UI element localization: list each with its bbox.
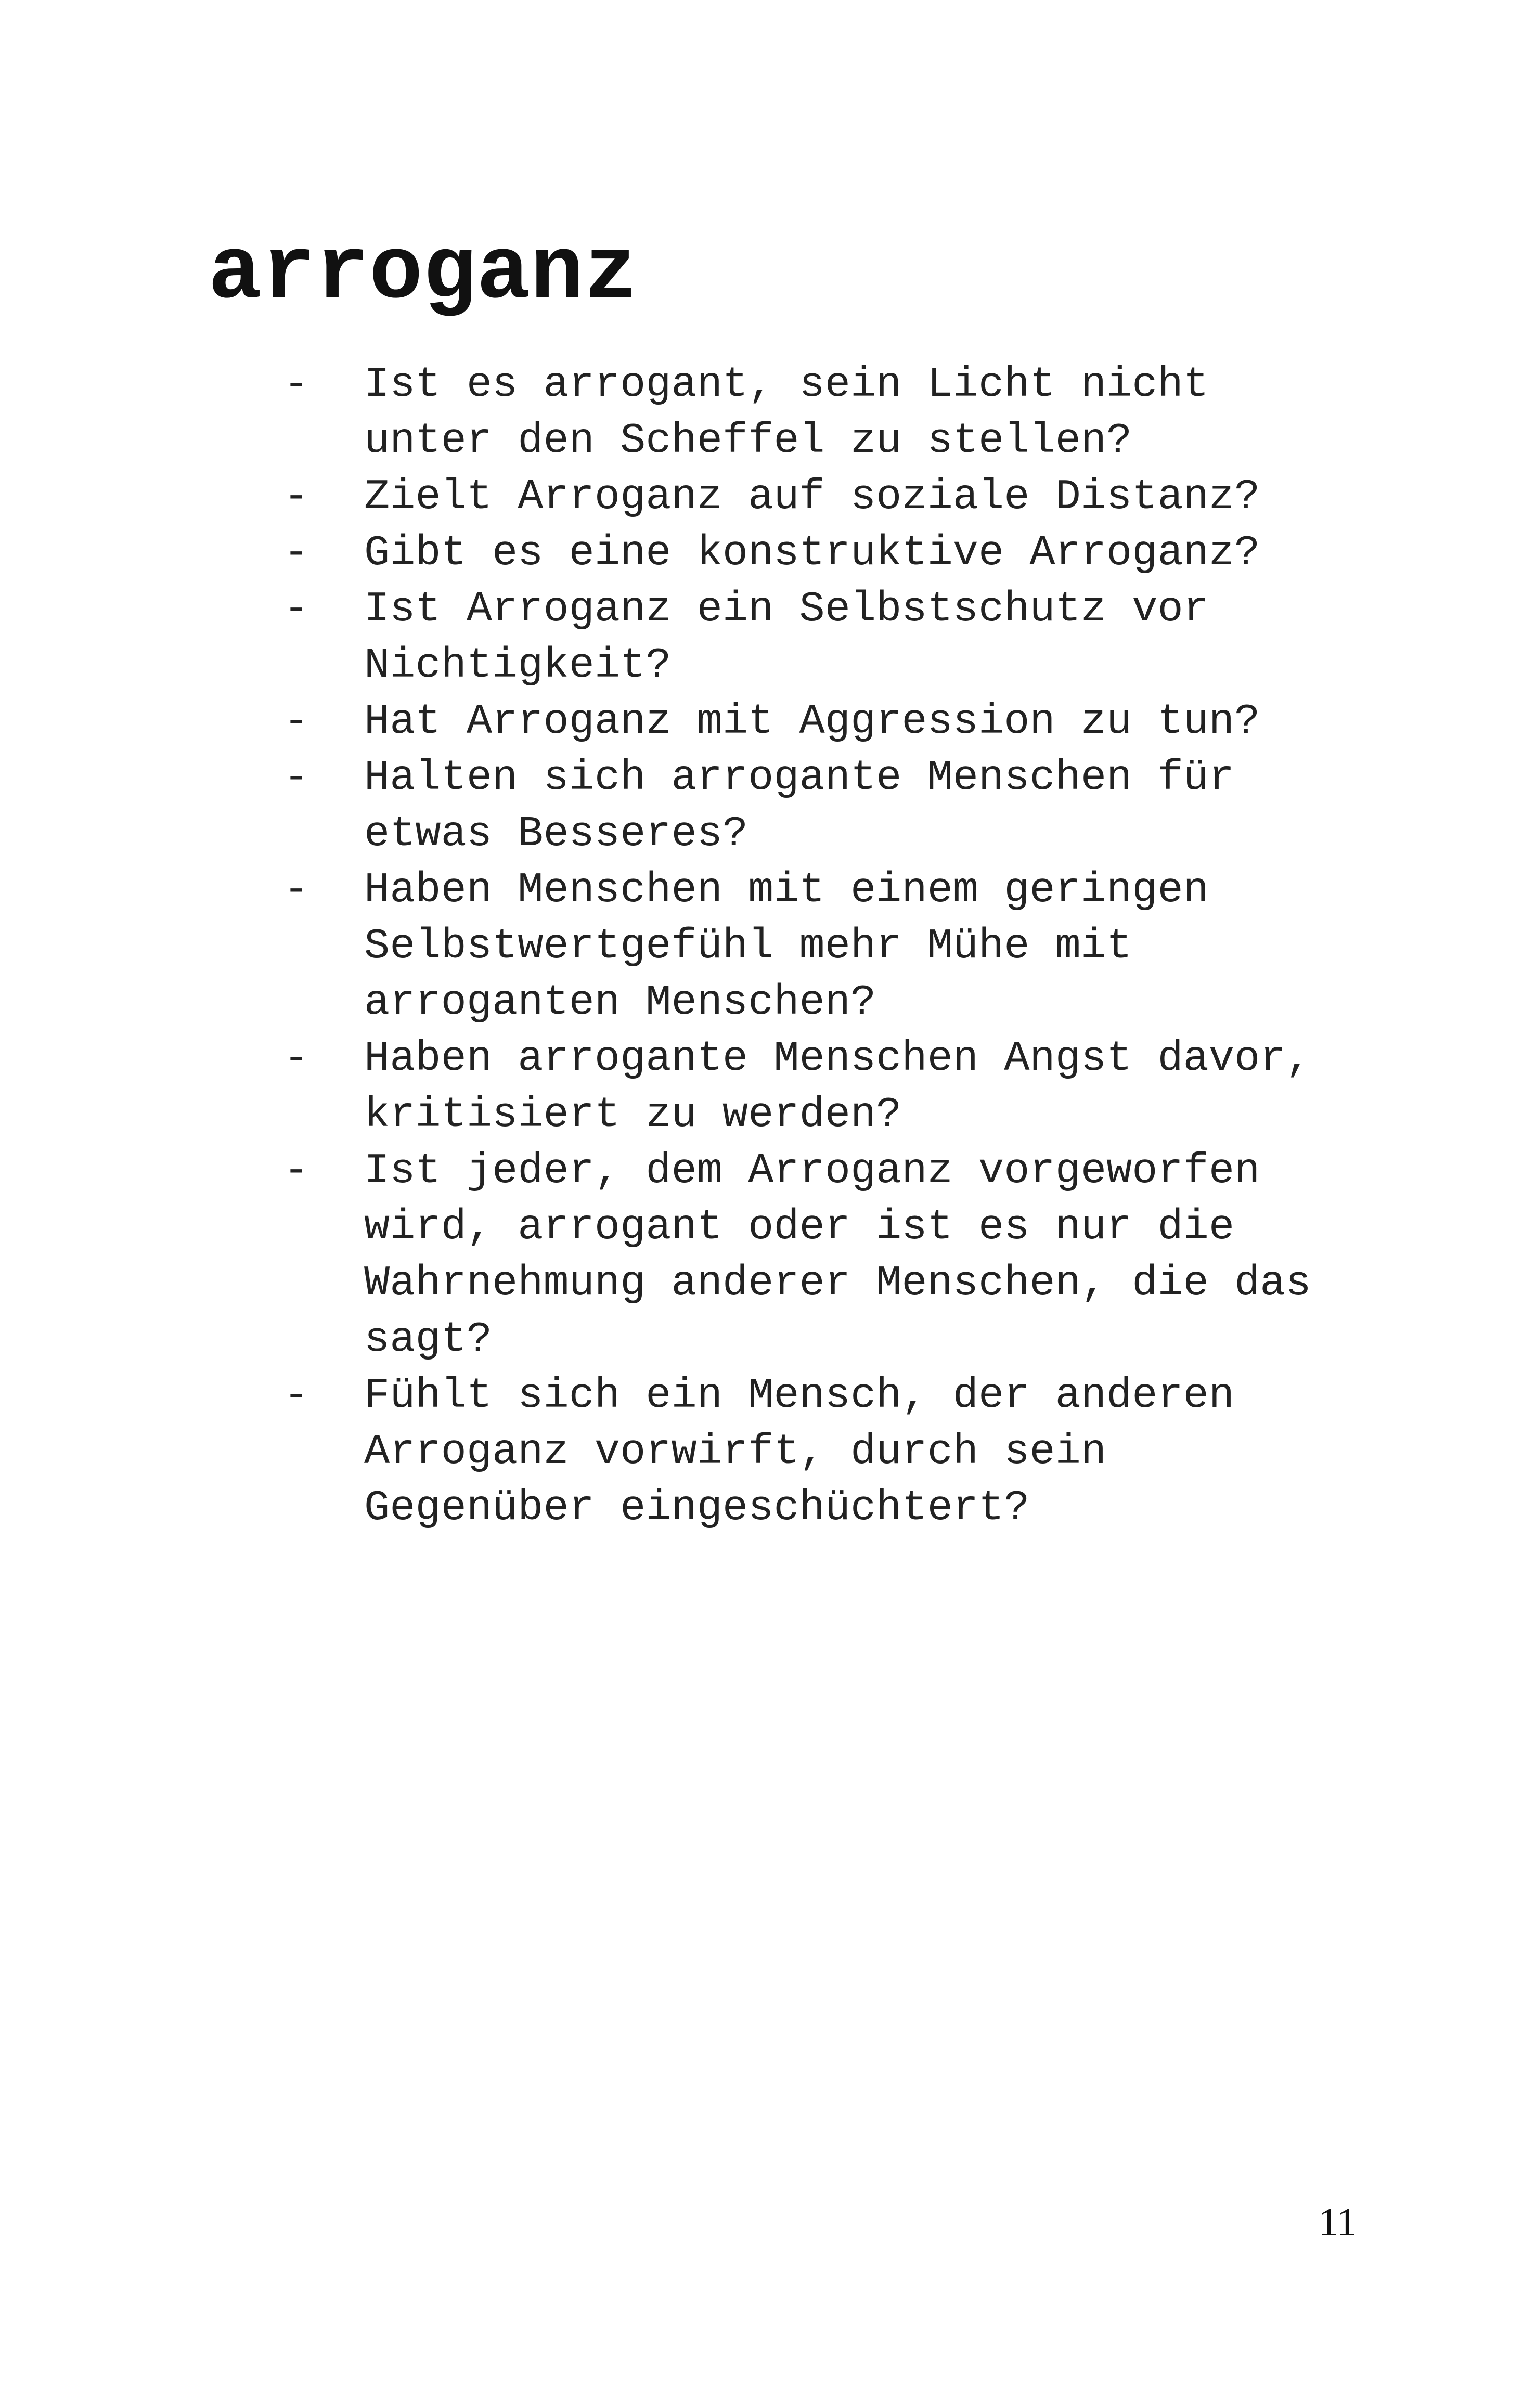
question-text-line: unter den Scheffel zu stellen? xyxy=(364,417,1132,465)
question-item xyxy=(283,525,1376,581)
question-item xyxy=(283,862,1376,1031)
question-text-line: Gibt es eine konstruktive Arroganz? xyxy=(364,529,1260,577)
question-text-line: Selbstwertgefühl mehr Mühe mit xyxy=(364,922,1132,970)
question-text-line: Hat Arroganz mit Aggression zu tun? xyxy=(364,697,1260,746)
bullet-dash: - xyxy=(283,1034,309,1083)
question-text-line: etwas Besseres? xyxy=(364,810,748,858)
question-text-line: Arroganz vorwirft, durch sein xyxy=(364,1428,1107,1476)
question-text-line: kritisiert zu werden? xyxy=(364,1091,902,1139)
bullet-dash: - xyxy=(283,1147,309,1195)
bullet-dash: - xyxy=(283,866,309,914)
bullet-dash: - xyxy=(283,473,309,521)
question-item xyxy=(283,1143,1376,1368)
question-text-line: arroganten Menschen? xyxy=(364,978,876,1027)
question-text-line: sagt? xyxy=(364,1315,493,1364)
bullet-dash: - xyxy=(283,360,309,409)
question-text-line: Haben arrogante Menschen Angst davor, xyxy=(364,1034,1311,1083)
question-item xyxy=(283,1368,1376,1536)
question-item xyxy=(283,750,1376,862)
question-text-line: Fühlt sich ein Mensch, der anderen xyxy=(364,1371,1235,1420)
question-text-line: Ist Arroganz ein Selbstschutz vor xyxy=(364,585,1209,633)
bullet-dash: - xyxy=(283,754,309,802)
bullet-dash: - xyxy=(283,1371,309,1420)
chapter-title: arroganz xyxy=(208,223,638,324)
question-text-line: Gegenüber eingeschüchtert? xyxy=(364,1484,1030,1532)
question-text-line: Wahrnehmung anderer Menschen, die das xyxy=(364,1259,1311,1307)
bullet-dash: - xyxy=(283,529,309,577)
question-item xyxy=(283,581,1376,694)
question-text-line: Zielt Arroganz auf soziale Distanz? xyxy=(364,473,1260,521)
question-item xyxy=(283,469,1376,525)
question-text-line: Ist jeder, dem Arroganz vorgeworfen xyxy=(364,1147,1260,1195)
bullet-dash: - xyxy=(283,697,309,746)
question-item xyxy=(283,694,1376,750)
question-text-line: Nichtigkeit? xyxy=(364,641,672,690)
question-list xyxy=(283,357,1376,1536)
bullet-dash: - xyxy=(283,585,309,633)
question-item xyxy=(283,357,1376,469)
question-text-line: Halten sich arrogante Menschen für xyxy=(364,754,1235,802)
question-text-line: wird, arrogant oder ist es nur die xyxy=(364,1203,1235,1251)
question-text-line: Ist es arrogant, sein Licht nicht xyxy=(364,360,1209,409)
question-item xyxy=(283,1031,1376,1143)
question-text-line: Haben Menschen mit einem geringen xyxy=(364,866,1209,914)
page-number: 11 xyxy=(1318,2200,1357,2244)
